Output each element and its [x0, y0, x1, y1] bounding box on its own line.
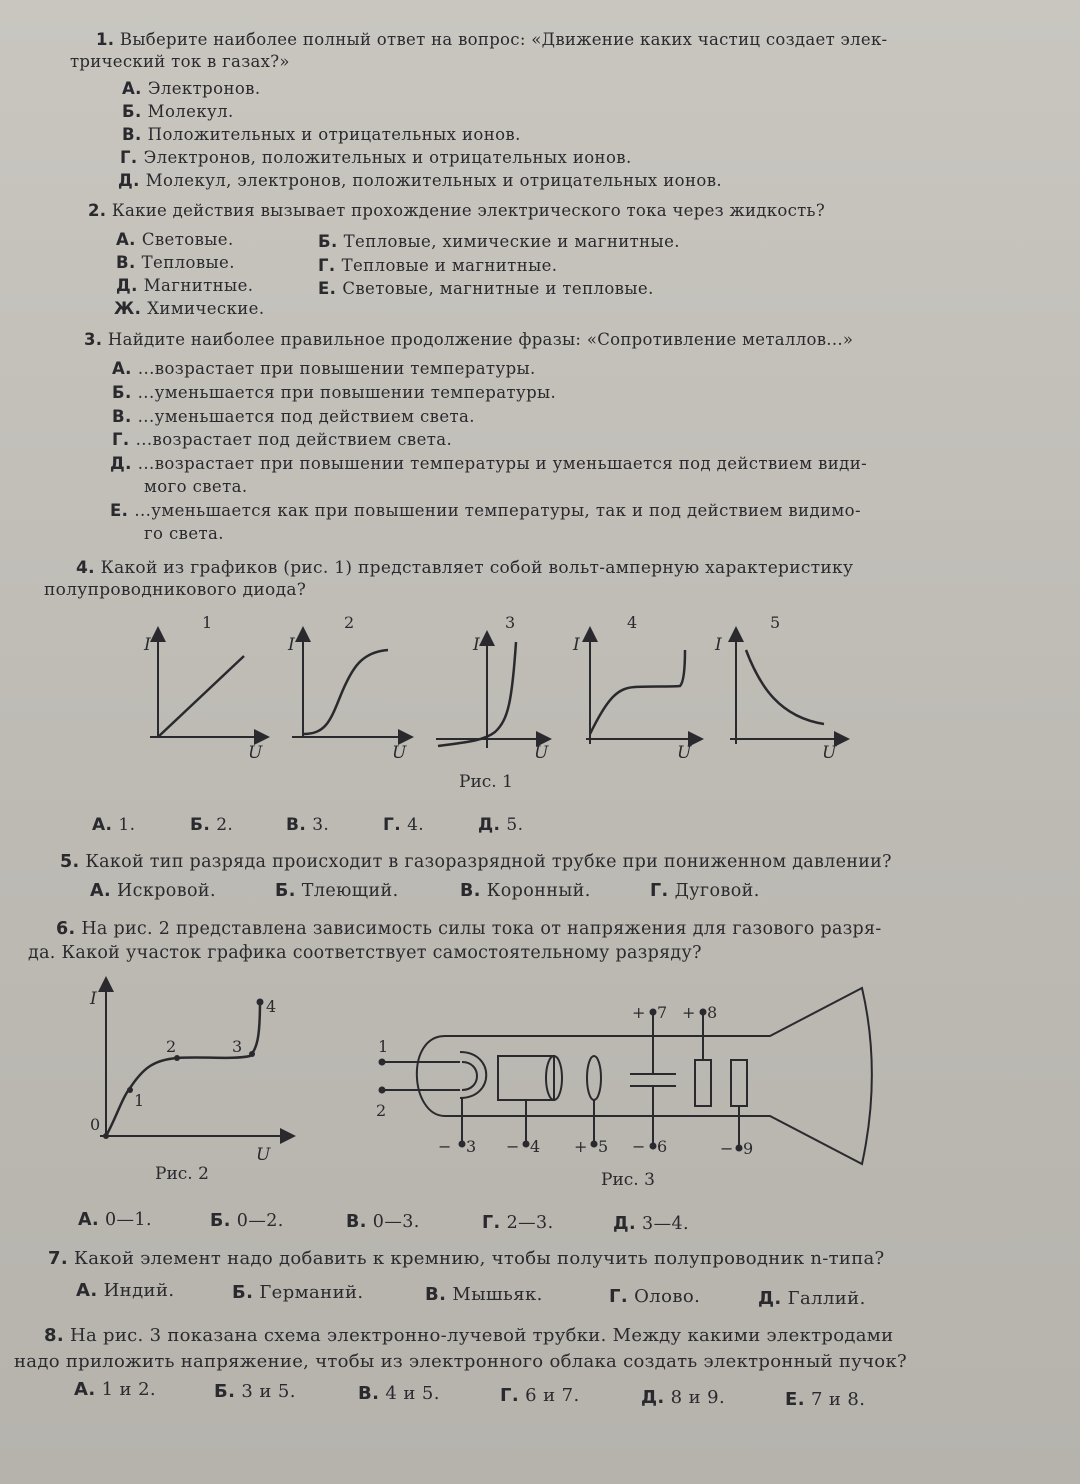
q5-number: 5. [60, 852, 80, 872]
graph-3-axis-u: U [534, 743, 549, 763]
q5-answer: А. Искровой. [90, 881, 216, 901]
q3-option-cont: го света. [144, 524, 224, 543]
graph-1-label: 1 [202, 613, 213, 632]
fig3-label-3: 3 [466, 1137, 477, 1156]
graph-3-label: 3 [505, 613, 516, 632]
graph-4-axis-u: U [677, 743, 692, 763]
figure-3-caption: Рис. 3 [601, 1170, 655, 1190]
fig3-label-7: 7 [657, 1003, 668, 1022]
figure-3-crt [370, 984, 890, 1174]
q2-number: 2. [88, 201, 107, 220]
q2-text [88, 199, 825, 222]
q8-text [44, 1324, 893, 1347]
figure-1-graphs [140, 612, 860, 782]
q1-option: А. Электронов. [122, 79, 261, 98]
q6-answer: Д. 3—4. [613, 1214, 689, 1234]
q4-line1: Какой из графиков (рис. 1) представляет собой вольт-амперную характеристику [100, 558, 854, 578]
q6-answer: А. 0—1. [78, 1210, 152, 1230]
fig3-label-4: 4 [530, 1137, 541, 1156]
q2-option: Д. Магнитные. [116, 276, 254, 295]
fig2-point-1: 1 [134, 1091, 145, 1110]
graph-2 [292, 634, 406, 737]
fig3-sign-8: + [682, 1003, 696, 1022]
q6-number: 6. [56, 919, 76, 939]
q1-number: 1. [96, 30, 115, 49]
graph-4-axis-i: I [573, 635, 580, 655]
q2-option: Ж. Химические. [114, 299, 265, 318]
q7-answer: В. Мышьяк. [425, 1284, 543, 1305]
q1-option: Б. Молекул. [122, 102, 234, 121]
fig3-sign-3: − [438, 1137, 452, 1156]
q4-answer: В. 3. [286, 815, 330, 835]
graph-5 [730, 634, 842, 744]
q7-answer: Г. Олово. [609, 1286, 701, 1307]
q3-option: А. ...возрастает при повышении температуры. [112, 359, 536, 378]
fig3-sign-4: − [506, 1137, 520, 1156]
q2-option: А. Световые. [116, 230, 234, 249]
graph-2-axis-i: I [288, 635, 295, 655]
q6-text [56, 918, 882, 941]
fig3-sign-5: + [574, 1137, 588, 1156]
q3-text [84, 328, 853, 351]
q2-option: В. Тепловые. [116, 253, 235, 272]
q4-text [76, 557, 853, 580]
q3-option: Е. ...уменьшается как при повышении температуры, так и под действием видимо- [110, 501, 861, 520]
q7-number: 7. [48, 1248, 68, 1269]
q7-answer: А. Индий. [76, 1280, 175, 1301]
q8-answer: Г. 6 и 7. [500, 1385, 580, 1406]
q4-number: 4. [76, 558, 95, 578]
q4-line2: полупроводникового диода? [44, 580, 307, 600]
q7-text [48, 1247, 885, 1270]
q8-answer: Б. 3 и 5. [214, 1381, 296, 1402]
q2-option: Е. Световые, магнитные и тепловые. [318, 279, 654, 298]
fig2-axis-u: U [256, 1145, 271, 1165]
fig3-sign-6: − [632, 1137, 646, 1156]
q5-answer: Г. Дуговой. [650, 881, 760, 901]
q3-option: Д. ...возрастает при повышении температуры и уменьшается под действием види- [110, 454, 868, 473]
q5-answer: Б. Тлеющий. [275, 881, 399, 901]
fig2-axis-i: I [90, 989, 97, 1009]
graph-3 [436, 638, 544, 748]
graph-5-axis-u: U [822, 743, 837, 763]
q6-answer: Б. 0—2. [210, 1211, 284, 1231]
graph-2-label: 2 [344, 613, 355, 632]
q8-answer: Е. 7 и 8. [785, 1389, 866, 1410]
q1-option: В. Положительных и отрицательных ионов. [122, 125, 521, 144]
q8-line2: надо приложить напряжение, чтобы из электронного облака создать электронный пучок? [14, 1351, 907, 1372]
q8-answer: В. 4 и 5. [358, 1383, 440, 1404]
fig2-point-2: 2 [166, 1037, 177, 1056]
q6-line2: да. Какой участок графика соответствует самостоятельному разряду? [28, 943, 702, 963]
graph-1 [150, 634, 262, 737]
q8-answer: Д. 8 и 9. [641, 1387, 726, 1408]
fig2-point-4: 4 [266, 997, 277, 1016]
fig3-label-1: 1 [378, 1037, 389, 1056]
q6-answer: В. 0—3. [346, 1212, 420, 1232]
q1-line2: трический ток в газах?» [70, 52, 290, 71]
q1-line1: Выберите наиболее полный ответ на вопрос: «Движение каких частиц создает элек- [119, 30, 888, 49]
graph-1-axis-u: U [248, 743, 263, 763]
q3-option: Г. ...возрастает под действием света. [112, 430, 453, 449]
figure-1-caption: Рис. 1 [459, 772, 513, 792]
q3-option: В. ...уменьшается под действием света. [112, 407, 475, 426]
q8-line1: На рис. 3 показана схема электронно-лучевой трубки. Между какими электродами [70, 1325, 894, 1346]
q4-answer: Д. 5. [478, 815, 524, 835]
q7-line1: Какой элемент надо добавить к кремнию, чтобы получить полупроводник n-типа? [74, 1248, 885, 1269]
q5-text [60, 851, 892, 874]
fig2-point-0: 0 [90, 1115, 101, 1134]
fig3-label-6: 6 [657, 1137, 668, 1156]
q1-option: Г. Электронов, положительных и отрицательных ионов. [120, 148, 632, 167]
fig3-label-5: 5 [598, 1137, 609, 1156]
q5-line1: Какой тип разряда происходит в газоразрядной трубке при пониженном давлении? [85, 852, 892, 872]
q8-answer: А. 1 и 2. [74, 1379, 157, 1400]
graph-5-label: 5 [770, 613, 781, 632]
q6-answer: Г. 2—3. [482, 1213, 554, 1233]
q3-option-cont: мого света. [144, 477, 248, 496]
q7-answer: Б. Германий. [232, 1282, 364, 1303]
figure-2-graph [82, 978, 292, 1165]
q7-answer: Д. Галлий. [758, 1288, 866, 1309]
q4-answer: А. 1. [92, 815, 136, 835]
fig3-label-9: 9 [743, 1139, 754, 1158]
q6-line1: На рис. 2 представлена зависимость силы тока от напряжения для газового разря- [81, 919, 882, 939]
q1-option: Д. Молекул, электронов, положительных и отрицательных ионов. [118, 171, 723, 190]
graph-1-axis-i: I [144, 635, 151, 655]
q4-answer: Б. 2. [190, 815, 234, 835]
q2-option: Г. Тепловые и магнитные. [318, 256, 558, 275]
q4-answer: Г. 4. [383, 815, 425, 835]
fig3-sign-7: + [632, 1003, 646, 1022]
graph-2-axis-u: U [392, 743, 407, 763]
q3-option: Б. ...уменьшается при повышении температуры. [112, 383, 557, 402]
q2-line1: Какие действия вызывает прохождение электрического тока через жидкость? [111, 201, 825, 220]
graph-5-axis-i: I [715, 635, 722, 655]
fig3-sign-9: − [720, 1139, 734, 1158]
fig3-label-8: 8 [707, 1003, 718, 1022]
q3-line1: Найдите наиболее правильное продолжение фразы: «Сопротивление металлов...» [107, 330, 854, 349]
q1-text [96, 28, 887, 51]
graph-4 [586, 634, 696, 744]
fig3-label-2: 2 [376, 1101, 387, 1120]
q2-option: Б. Тепловые, химические и магнитные. [318, 232, 680, 251]
fig2-point-3: 3 [232, 1037, 243, 1056]
q5-answer: В. Коронный. [460, 881, 591, 901]
q3-number: 3. [84, 330, 103, 349]
q8-number: 8. [44, 1325, 64, 1346]
graph-4-label: 4 [627, 613, 638, 632]
graph-3-axis-i: I [473, 635, 480, 655]
figure-2-caption: Рис. 2 [155, 1164, 209, 1184]
